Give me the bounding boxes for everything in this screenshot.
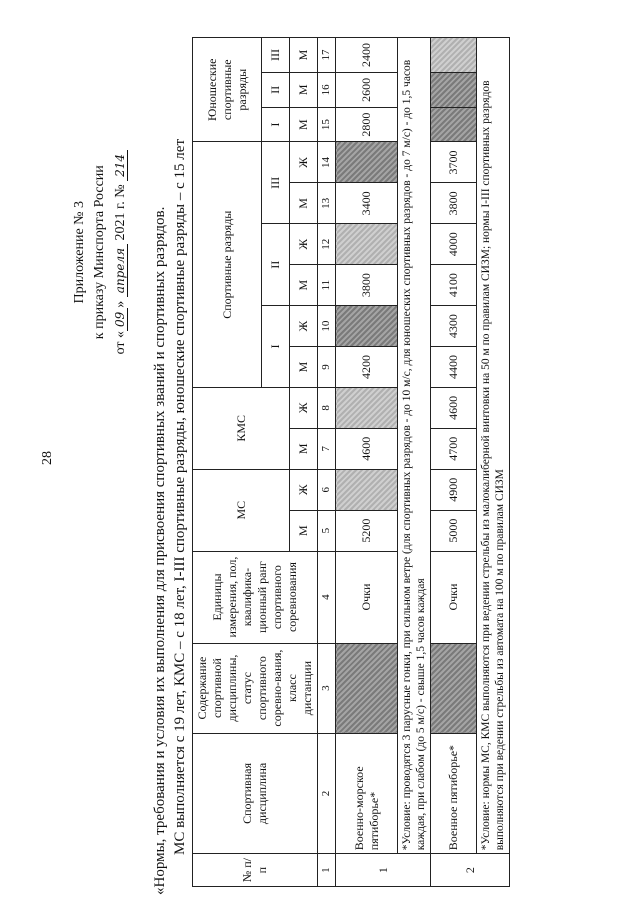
colnum: 10 xyxy=(318,306,336,347)
header-kms-zh: Ж xyxy=(290,387,318,428)
header-youth-II: II xyxy=(262,72,290,107)
value-kms-zh xyxy=(336,387,398,428)
header-row-1 xyxy=(193,38,262,887)
handwritten-day: 09 xyxy=(113,308,128,331)
value-r2-m: 3800 xyxy=(336,265,398,306)
header-youth-ranks: Юношеские спортивные разряды xyxy=(193,38,262,142)
date-mid: » xyxy=(113,300,128,308)
value-yIII-m: 2400 xyxy=(336,38,398,73)
colnum: 11 xyxy=(318,265,336,306)
header-yII-m: М xyxy=(290,72,318,107)
row-number: 1 xyxy=(336,854,431,887)
colnum: 3 xyxy=(318,643,336,733)
colnum: 2 xyxy=(318,733,336,854)
shaded-cell xyxy=(431,643,477,733)
table-row-1 xyxy=(336,38,398,887)
colnum: 16 xyxy=(318,72,336,107)
header-yIII-m: М xyxy=(290,38,318,73)
table-row-2 xyxy=(431,38,477,887)
value-ms-m: 5000 xyxy=(431,510,477,551)
colnum: 6 xyxy=(318,469,336,510)
date-prefix: от « xyxy=(113,330,128,355)
value-yII-m: 2600 xyxy=(336,72,398,107)
header-units: Единицы измерения, пол, квалифика-ционный ранг спортивного соревнования xyxy=(193,551,318,643)
header-r2-zh: Ж xyxy=(290,224,318,265)
value-yIII-m xyxy=(431,38,477,73)
value-kms-m: 4700 xyxy=(431,428,477,469)
column-number-row xyxy=(318,38,336,887)
header-youth-I: I xyxy=(262,107,290,142)
header-r3-m: М xyxy=(290,183,318,224)
shaded-cell xyxy=(336,643,398,733)
value-ms-zh: 4900 xyxy=(431,469,477,510)
appendix-title: Приложение № 3 xyxy=(72,200,87,304)
header-kms-m: М xyxy=(290,428,318,469)
value-r1-zh: 4300 xyxy=(431,306,477,347)
header-yI-m: М xyxy=(290,107,318,142)
value-r2-m: 4100 xyxy=(431,265,477,306)
header-content: Содержание спортивной дисциплины, статус спортивного соревно-вания, класс дистанции xyxy=(193,643,318,733)
header-rank-II: II xyxy=(262,224,290,306)
value-yI-m: 2800 xyxy=(336,107,398,142)
header-r1-zh: Ж xyxy=(290,306,318,347)
row-number: 2 xyxy=(431,854,510,887)
row-units: Очки xyxy=(431,551,477,643)
value-kms-zh: 4600 xyxy=(431,387,477,428)
value-kms-m: 4600 xyxy=(336,428,398,469)
header-r2-m: М xyxy=(290,265,318,306)
colnum: 5 xyxy=(318,510,336,551)
header-ms-m: М xyxy=(290,510,318,551)
header-r1-m: М xyxy=(290,347,318,388)
page-number: 28 xyxy=(40,451,55,465)
header-sport-ranks: Спортивные разряды xyxy=(193,142,262,387)
header-rank-I: I xyxy=(262,306,290,388)
value-r3-m: 3400 xyxy=(336,183,398,224)
colnum: 7 xyxy=(318,428,336,469)
value-r3-zh xyxy=(336,142,398,183)
handwritten-month: апреля xyxy=(113,244,128,297)
colnum: 15 xyxy=(318,107,336,142)
header-kms: КМС xyxy=(193,387,290,469)
header-youth-III: III xyxy=(262,38,290,73)
colnum: 13 xyxy=(318,183,336,224)
row-note: *Условие: проводятся 3 парусные гонки, при сильном ветре (для спортивных разрядов - до 10 м/с, для юношеских спортивных разрядов - до 7 м/с) - до 1,5 часов каждая, при слабом (до 5 м/с) - свыше 1,5 часов каждая xyxy=(398,38,431,854)
order-reference: к приказу Минспорта России xyxy=(92,165,107,340)
value-yII-m xyxy=(431,72,477,107)
year-part: 2021 г. № xyxy=(113,184,128,241)
intro-line-2: МС выполняется с 19 лет, КМС – с 18 лет, I-III спортивные разряды, юношеские спортивные разряды – с 15 лет xyxy=(172,139,188,855)
colnum: 12 xyxy=(318,224,336,265)
value-yI-m xyxy=(431,107,477,142)
value-r3-m: 3800 xyxy=(431,183,477,224)
row-note: *Условие: нормы МС, КМС выполняются при ведении стрельбы из малокалиберной винтовки на 50 м по правилам СИЗМ; нормы I-III спортивных разрядов выполняются при ведении стрельбы из автомата на 100 м по правилам СИЗМ xyxy=(477,38,510,854)
value-ms-zh xyxy=(336,469,398,510)
intro-line-1: «Нормы, требования и условия их выполнения для присвоения спортивных званий и спортивных разрядов. xyxy=(152,206,168,895)
colnum: 17 xyxy=(318,38,336,73)
colnum: 8 xyxy=(318,387,336,428)
value-r1-zh xyxy=(336,306,398,347)
order-date-line xyxy=(110,150,131,354)
row-units: Очки xyxy=(336,551,398,643)
header-r3-zh: Ж xyxy=(290,142,318,183)
norms-table xyxy=(192,37,510,887)
value-r1-m: 4200 xyxy=(336,347,398,388)
value-r2-zh: 4000 xyxy=(431,224,477,265)
note-row-1 xyxy=(398,38,431,887)
colnum: 1 xyxy=(318,854,336,887)
handwritten-number: 214 xyxy=(113,150,128,181)
row-discipline: Военное пятиборье* xyxy=(431,733,477,854)
note-row-2 xyxy=(477,38,510,887)
value-r3-zh: 3700 xyxy=(431,142,477,183)
colnum: 4 xyxy=(318,551,336,643)
colnum: 14 xyxy=(318,142,336,183)
header-rank-III: III xyxy=(262,142,290,224)
value-ms-m: 5200 xyxy=(336,510,398,551)
header-ms: МС xyxy=(193,469,290,551)
header-ms-zh: Ж xyxy=(290,469,318,510)
colnum: 9 xyxy=(318,347,336,388)
value-r2-zh xyxy=(336,224,398,265)
intro-text xyxy=(150,139,190,895)
header-num: № п/п xyxy=(193,854,318,887)
row-discipline: Военно-морское пятиборье* xyxy=(336,733,398,854)
value-r1-m: 4400 xyxy=(431,347,477,388)
appendix-header xyxy=(70,150,131,354)
header-discipline: Спортивная дисциплина xyxy=(193,733,318,854)
